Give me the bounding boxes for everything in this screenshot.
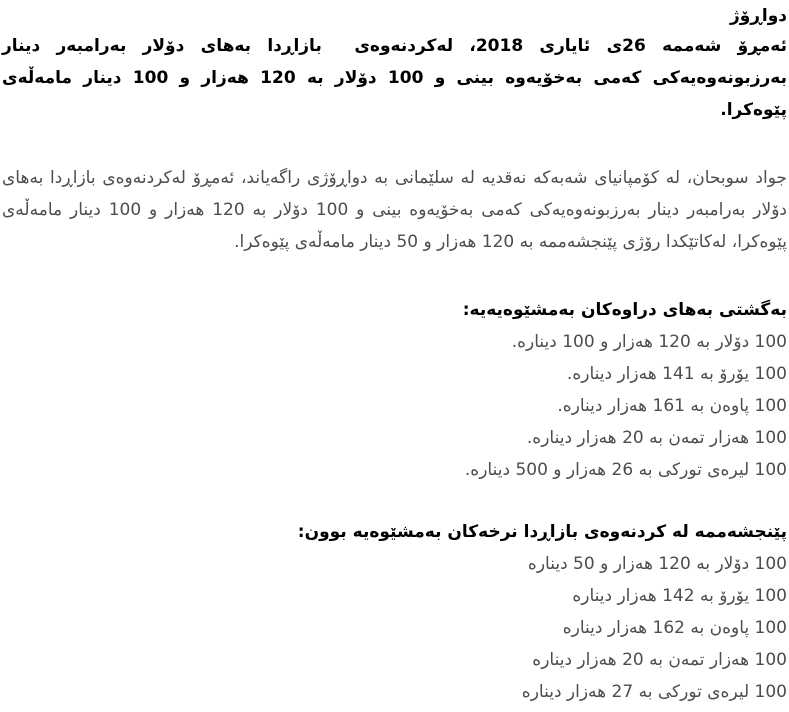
rate-item-dollar: 100 دۆلار بە 120 هەزار و 100 دینارە. [511,332,787,352]
article-source-title: دواڕۆژ [729,6,787,26]
section-heading-current-rates: بەگشتی بەهای دراوەکان بەمشێوەیەیە: [462,300,787,320]
body-paragraph: جواد سوبحان، لە کۆمپانیای شەبەکە نەقدیە لە سلێمانی بە دواڕۆژی راگەیاند، ئەمڕۆ لەکردنەوەی بازاڕدا بەهای دۆلار بەرامبەر دینار بەرزبونەوەیەکی کەمی بەخۆیەوە بینی و 100 دۆلار بە 120 هەزار و 100 دینار مامەڵەی پێوەکرا، لەکاتێکدا رۆژی پێنجشەممە بە 120 هەزار و 50 دینار مامەڵەی پێوەکرا. [2,168,787,252]
thursday-rates-list [2,548,787,708]
rate-item-euro: 100 یۆرۆ بە 142 هەزار دینارە [572,586,787,606]
rate-item-turkish-lira: 100 لیرەی تورکی بە 26 هەزار و 500 دینارە. [464,460,787,480]
rate-item-pound: 100 پاوەن بە 162 هەزار دینارە [562,618,787,638]
rate-item-toman: 100 هەزار تمەن بە 20 هەزار دینارە. [526,428,787,448]
rate-item-euro: 100 یۆرۆ بە 141 هەزار دینارە. [566,364,787,384]
rate-item-pound: 100 پاوەن بە 161 هەزار دینارە. [557,396,787,416]
rate-item-dollar: 100 دۆلار بە 120 هەزار و 50 دینارە [527,554,787,574]
current-rates-list [2,326,787,486]
rate-item-turkish-lira: 100 لیرەی تورکی بە 27 هەزار دینارە [521,682,787,702]
lead-paragraph: ئەمڕۆ شەممە 26ی ئایاری 2018، لەکردنەوەی بازاڕدا بەهای دۆلار بەرامبەر دینار بەرزبونەوەیەکی کەمی بەخۆیەوە بینی و 100 دۆلار بە 120 هەزار و 100 دینار مامەڵەی پێوەکرا. [2,36,788,120]
section-heading-thursday-rates: پێنجشەممە لە کردنەوەی بازاڕدا نرخەکان بەمشێوەیە بوون: [297,522,787,542]
rate-item-toman: 100 هەزار تمەن بە 20 هەزار دینارە [532,650,787,670]
